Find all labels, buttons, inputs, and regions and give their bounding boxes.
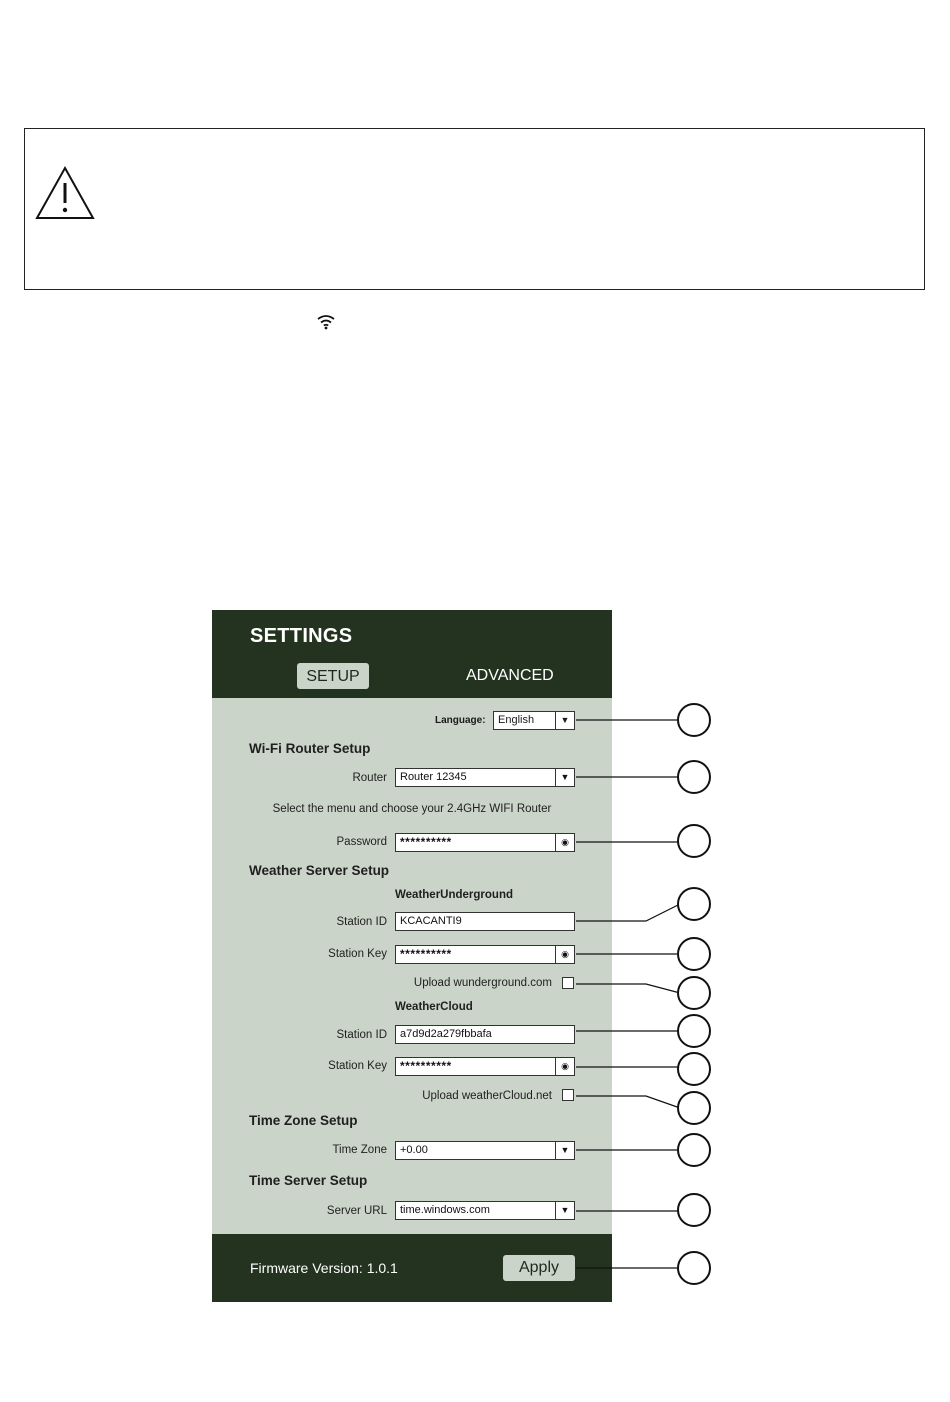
- time-zone-select[interactable]: [395, 1141, 575, 1160]
- callout-circle: [678, 704, 710, 736]
- router-label: Router: [352, 772, 387, 784]
- password-value: **********: [400, 835, 452, 849]
- wc-station-key-field[interactable]: [395, 1057, 575, 1076]
- callout-circle: [678, 1134, 710, 1166]
- wc-station-key-label: Station Key: [328, 1060, 387, 1072]
- wu-station-key-label: Station Key: [328, 948, 387, 960]
- weather-server-heading: Weather Server Setup: [249, 863, 390, 878]
- wifi-icon: [316, 314, 336, 330]
- callout-circle: [678, 1015, 710, 1047]
- tab-advanced[interactable]: ADVANCED: [466, 667, 554, 684]
- dropdown-arrow-icon[interactable]: ▼: [555, 1202, 574, 1219]
- settings-panel: [212, 610, 612, 1302]
- server-url-value: time.windows.com: [400, 1204, 490, 1216]
- language-label: Language:: [435, 715, 486, 726]
- wc-station-id-label: Station ID: [336, 1029, 387, 1041]
- weatherunderground-title: WeatherUnderground: [395, 889, 513, 901]
- page-title: SETTINGS: [250, 625, 353, 647]
- language-select[interactable]: [493, 711, 575, 730]
- callout-circle: [678, 1194, 710, 1226]
- apply-button[interactable]: Apply: [503, 1255, 575, 1281]
- wu-station-id-value: KCACANTI9: [400, 915, 462, 927]
- password-field[interactable]: [395, 833, 575, 852]
- time-zone-value: +0.00: [400, 1144, 428, 1156]
- wu-station-id-field[interactable]: [395, 912, 575, 931]
- router-select[interactable]: [395, 768, 575, 787]
- language-value: English: [498, 714, 535, 726]
- wc-station-id-value: a7d9d2a279fbbafa: [400, 1028, 492, 1040]
- dropdown-arrow-icon[interactable]: ▼: [555, 712, 574, 729]
- wc-upload-label: Upload weatherCloud.net: [422, 1090, 552, 1102]
- callout-circle: [678, 1092, 710, 1124]
- router-value: Router 12345: [400, 771, 467, 783]
- warning-triangle-icon: [34, 165, 96, 221]
- wc-upload-checkbox[interactable]: [562, 1089, 574, 1101]
- wifi-router-heading: Wi-Fi Router Setup: [249, 741, 371, 756]
- server-url-label: Server URL: [326, 1205, 387, 1217]
- warning-box: [24, 128, 925, 290]
- server-url-select[interactable]: [395, 1201, 575, 1220]
- wu-station-key-value: **********: [400, 947, 452, 961]
- callout-circle: [678, 825, 710, 857]
- dropdown-arrow-icon[interactable]: ▼: [555, 769, 574, 786]
- wu-station-key-field[interactable]: [395, 945, 575, 964]
- eye-icon[interactable]: ◉: [555, 834, 574, 851]
- eye-icon[interactable]: ◉: [555, 946, 574, 963]
- weathercloud-title: WeatherCloud: [395, 1001, 473, 1013]
- time-zone-heading: Time Zone Setup: [249, 1113, 358, 1128]
- dropdown-arrow-icon[interactable]: ▼: [555, 1142, 574, 1159]
- router-hint: Select the menu and choose your 2.4GHz WIFI Router: [272, 803, 552, 815]
- callout-circle: [678, 1252, 710, 1284]
- wc-station-key-value: **********: [400, 1059, 452, 1073]
- callout-circle: [678, 761, 710, 793]
- wu-upload-label: Upload wunderground.com: [413, 977, 552, 989]
- eye-icon[interactable]: ◉: [555, 1058, 574, 1075]
- callout-circle: [678, 977, 710, 1009]
- callout-circle: [678, 1053, 710, 1085]
- time-zone-label: Time Zone: [332, 1144, 387, 1156]
- time-server-heading: Time Server Setup: [249, 1173, 368, 1188]
- panel-footer: [212, 1234, 612, 1302]
- tab-setup[interactable]: SETUP: [297, 663, 369, 689]
- panel-header: [212, 610, 612, 698]
- wu-upload-checkbox[interactable]: [562, 977, 574, 989]
- wu-station-id-label: Station ID: [336, 916, 387, 928]
- callout-circle: [678, 938, 710, 970]
- callout-circle: [678, 888, 710, 920]
- password-label: Password: [336, 836, 387, 848]
- firmware-version: Firmware Version: 1.0.1: [250, 1260, 398, 1276]
- wc-station-id-field[interactable]: [395, 1025, 575, 1044]
